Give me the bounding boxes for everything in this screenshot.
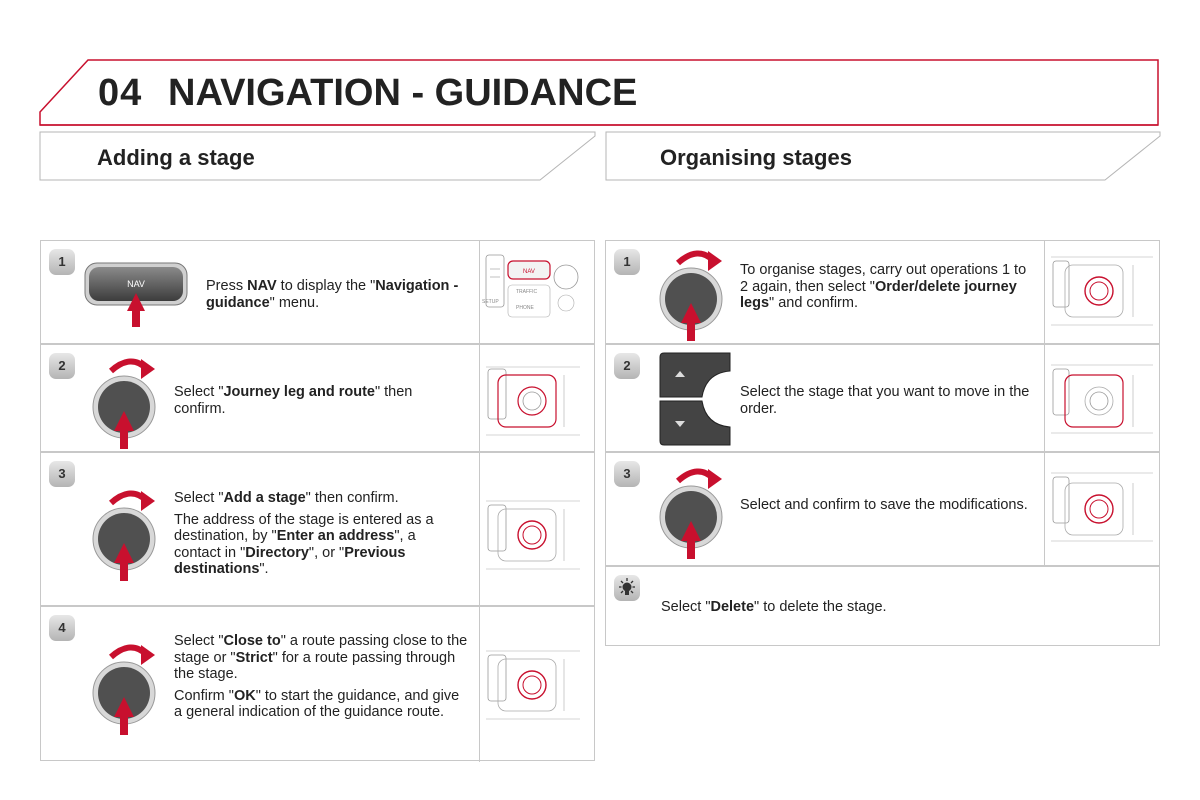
chapter-frame: [0, 0, 1200, 140]
radio-panel-thumbnail: [479, 607, 594, 762]
up-down-buttons-icon: [656, 351, 736, 449]
nav-button-icon: [83, 259, 193, 331]
radio-panel-thumbnail: [1044, 345, 1159, 453]
nav-button-label: NAV: [127, 279, 145, 289]
chapter-number: 04: [98, 72, 143, 114]
left-step-3-text: Select "Add a stage" then confirm. The address of the stage is entered as a destination, by "Enter an address", a contact in "Directory", or "Previous destinations".: [174, 490, 434, 577]
svg-text:NAV: NAV: [523, 269, 535, 275]
left-step-2: [40, 344, 595, 452]
left-step-4: [40, 606, 595, 761]
left-step-1: [40, 240, 595, 344]
left-step-4-text: Select "Close to" a route passing close to the stage or "Strict" for a route passing through the stage. Confirm "OK" to start the guidance, and give a general indication of the guidance route.: [174, 633, 468, 720]
step-number-badge: 1: [614, 249, 640, 275]
left-step-3: [40, 452, 595, 606]
right-step-1-text: To organise stages, carry out operations 1 to 2 again, then select "Order/delete journey legs" and confirm.: [740, 262, 1027, 311]
radio-panel-nav-thumbnail: [479, 241, 594, 345]
svg-text:SETUP: SETUP: [482, 299, 499, 305]
step-number-badge: 3: [614, 461, 640, 487]
radio-panel-thumbnail: [1044, 453, 1159, 567]
chapter-title: NAVIGATION - GUIDANCE: [168, 72, 638, 114]
step-number-badge: 4: [49, 615, 75, 641]
svg-text:TRAFFIC: TRAFFIC: [516, 289, 538, 295]
radio-panel-thumbnail: [1044, 241, 1159, 345]
lightbulb-icon: [614, 575, 640, 601]
rotary-knob-icon: [658, 241, 730, 345]
right-step-2: [605, 344, 1160, 452]
radio-panel-thumbnail: [479, 345, 594, 453]
right-step-3-text: Select and confirm to save the modifications.: [740, 497, 1028, 513]
step-number-badge: 2: [49, 353, 75, 379]
section-title-adding-stage: Adding a stage: [97, 145, 255, 170]
rotary-knob-icon: [91, 635, 163, 739]
section-title-organising-stages: Organising stages: [660, 145, 852, 170]
tip-box: [605, 566, 1160, 646]
rotary-knob-icon: [91, 349, 163, 453]
step-number-badge: 3: [49, 461, 75, 487]
step-number-badge: 2: [614, 353, 640, 379]
step-number-badge: 1: [49, 249, 75, 275]
right-step-3: [605, 452, 1160, 566]
rotary-knob-icon: [91, 481, 163, 585]
radio-panel-thumbnail: [479, 453, 594, 607]
right-step-2-text: Select the stage that you want to move in the order.: [740, 384, 1030, 417]
left-step-2-text: Select "Journey leg and route" then confirm.: [174, 384, 413, 417]
right-step-1: [605, 240, 1160, 344]
left-step-1-text: Press NAV to display the "Navigation - guidance" menu.: [206, 278, 459, 311]
tip-text: Select "Delete" to delete the stage.: [661, 599, 887, 615]
rotary-knob-icon: [658, 459, 730, 563]
svg-text:PHONE: PHONE: [516, 305, 534, 311]
